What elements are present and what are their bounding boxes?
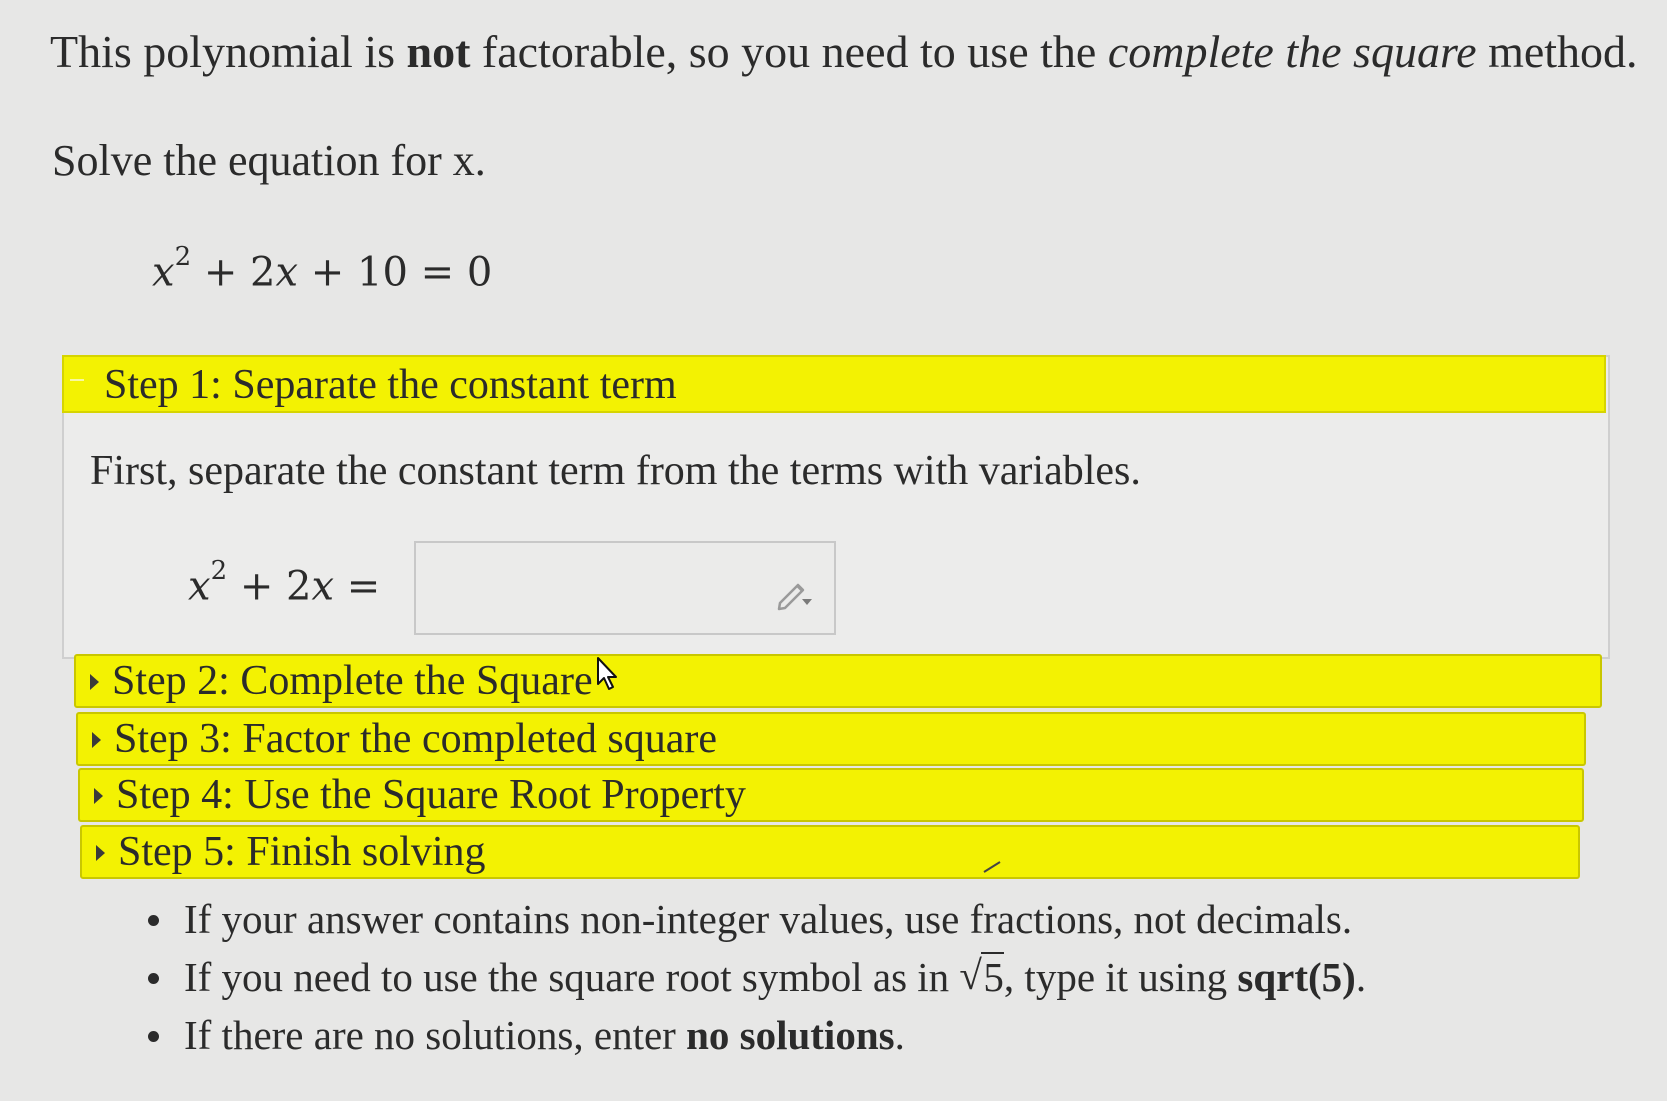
step1-header[interactable]	[62, 355, 1606, 413]
step2-bar[interactable]	[74, 654, 1602, 708]
bullet-icon	[148, 1031, 159, 1042]
step1-equation-lhs: $x^2 + 2x$ =	[188, 556, 381, 610]
intro-bold-not: not	[406, 26, 471, 77]
intro-text-2: factorable, so you need to use the	[470, 26, 1108, 77]
expand-arrow-icon	[94, 788, 103, 804]
intro-text-1: This polynomial is	[50, 26, 407, 77]
no-solutions-keyword: no solutions	[686, 1012, 895, 1058]
step4-label: Step 4: Use the Square Root Property	[116, 772, 746, 818]
bullet-icon	[148, 973, 159, 984]
step1-instruction: First, separate the constant term from the terms with variables.	[90, 448, 1141, 494]
problem-intro	[50, 22, 1638, 82]
hint-item: If your answer contains non-integer values, use fractions, not decimals.	[140, 890, 1366, 948]
intro-text-3: method.	[1476, 26, 1638, 77]
bullet-icon	[148, 915, 159, 926]
step3-bar[interactable]	[76, 712, 1586, 766]
step3-label: Step 3: Factor the completed square	[114, 716, 717, 762]
equation: $x^2 + 2x + 10 = 0$	[152, 242, 493, 296]
expand-arrow-icon	[90, 674, 99, 690]
step1-answer-input[interactable]	[414, 541, 836, 635]
hint-item: If there are no solutions, enter no solutions.	[140, 1006, 1366, 1064]
expand-arrow-icon	[96, 845, 105, 861]
pencil-dropdown-icon[interactable]	[774, 573, 814, 613]
instruction-text: Solve the equation for x.	[52, 136, 486, 185]
hints-list	[140, 890, 1366, 1064]
step1-title: Step 1: Separate the constant term	[104, 362, 677, 408]
step4-bar[interactable]	[78, 768, 1584, 822]
expand-arrow-icon	[92, 732, 101, 748]
hint-item: If you need to use the square root symbol as in √ 5, type it using sqrt(5).	[140, 948, 1366, 1006]
intro-italic-method: complete the square	[1107, 26, 1477, 77]
step5-label: Step 5: Finish solving	[118, 829, 486, 875]
step5-bar[interactable]	[80, 825, 1580, 879]
sqrt-example: √ 5	[959, 952, 1004, 1000]
sqrt-code: sqrt(5)	[1237, 954, 1356, 1000]
mouse-cursor-icon	[596, 656, 620, 692]
step2-label: Step 2: Complete the Square	[112, 658, 593, 704]
stray-mark-icon	[982, 860, 1002, 874]
collapse-icon	[70, 379, 84, 381]
